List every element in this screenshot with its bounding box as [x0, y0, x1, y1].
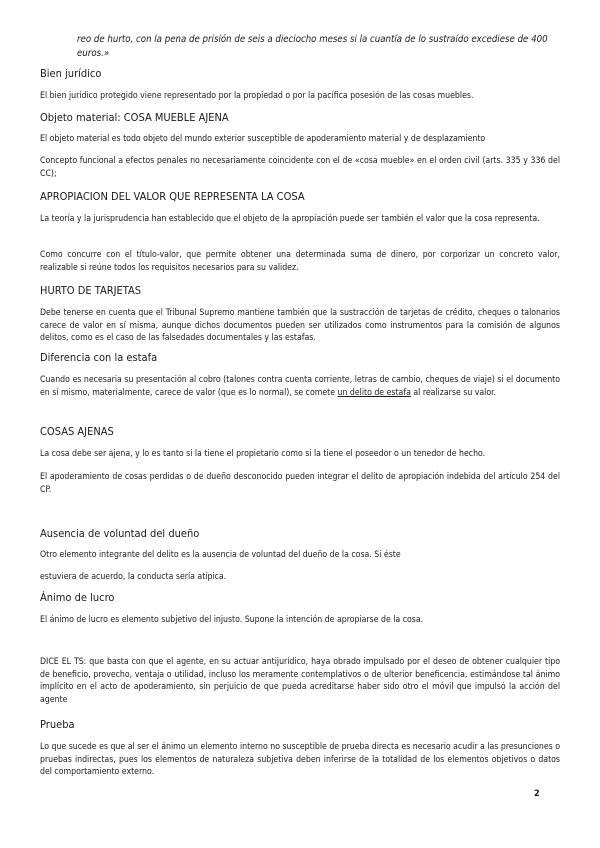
heading-bien-juridico: Bien jurídico	[40, 67, 102, 80]
page-number: 2	[534, 789, 540, 799]
paragraph-diferencia-estafa	[40, 374, 560, 399]
estafa-text-after: al realizarse su valor.	[410, 387, 497, 398]
paragraph-animo-lucro: El ánimo de lucro es elemento subjetivo del injusto. Supone la intención de apropiarse de la cosa.	[40, 615, 424, 625]
paragraph-ausencia-voluntad-2: estuviera de acuerdo, la conducta sería atípica.	[40, 572, 227, 582]
paragraph-apropiacion-2: Como concurre con el título-valor, que permite obtener una determinada suma de dinero, por corporizar un concreto valor, realizable si reúne todos los requisitos necesarios para su validez.	[40, 250, 560, 273]
heading-prueba: Prueba	[40, 718, 75, 731]
heading-hurto-tarjetas: HURTO DE TARJETAS	[40, 284, 141, 297]
heading-animo-lucro: Ánimo de lucro	[40, 591, 115, 604]
heading-objeto-material: Objeto material: COSA MUEBLE AJENA	[40, 111, 229, 124]
estafa-link[interactable]: un delito de estafa	[337, 387, 411, 398]
paragraph-ausencia-voluntad-1: Otro elemento integrante del delito es la ausencia de voluntad del dueño de la cosa. Si éste	[40, 550, 401, 560]
heading-cosas-ajenas: COSAS AJENAS	[40, 425, 114, 438]
paragraph-bien-juridico: El bien jurídico protegido viene representado por la propiedad o por la pacífica posesión de las cosas muebles.	[40, 91, 474, 101]
paragraph-prueba: Lo que sucede es que al ser el ánimo un elemento interno no susceptible de prueba directa es necesario acudir a las presunciones o pruebas indirectas, pues los elementos de naturaleza subjetiva deben inferirse de la totalidad de los elementos objetivos o datos del comportamiento externo.	[40, 742, 560, 777]
paragraph-cosas-ajenas-1: La cosa debe ser ajena, y lo es tanto si la tiene el propietario como si la tiene el poseedor o un tenedor de hecho.	[40, 449, 486, 459]
paragraph-apropiacion-1: La teoría y la jurisprudencia han establecido que el objeto de la apropiación puede ser también el valor que la cosa representa.	[40, 214, 540, 224]
estafa-text-before: Cuando es necesaria su presentación al cobro (talones contra cuenta corriente, letras de cambio, cheques de viaje) si el documento en sí mismo, materialmente, carece de valor (que es lo normal), se comete	[40, 375, 560, 398]
paragraph-dice-el-ts: DICE EL TS: que basta con que el agente, en su actuar antijurídico, haya obrado impulsado por el deseo de obtener cualquier tipo de beneficio, provecho, ventaja o utilidad, incluso los meramente contemplativos o de ulterior beneficencia, estimándose tal ánimo implícito en el acto de apoderamiento, sin perjuicio de que pueda acreditarse haber sido otro el móvil que impulsó la acción del agente	[40, 657, 560, 705]
heading-apropiacion: APROPIACION DEL VALOR QUE REPRESENTA LA COSA	[40, 190, 305, 203]
paragraph-objeto-material-2: Concepto funcional a efectos penales no necesariamente coincidente con el de «cosa mueble» en el orden civil (arts. 335 y 336 del CC);	[40, 156, 560, 179]
quoted-legal-text: reo de hurto, con la pena de prisión de seis a dieciocho meses si la cuantía de lo sustraído excediese de 400 euros.»	[77, 34, 548, 59]
heading-ausencia-voluntad: Ausencia de voluntad del dueño	[40, 527, 200, 540]
paragraph-hurto-tarjetas: Debe tenerse en cuenta que el Tribunal Supremo mantiene también que la sustracción de tarjetas de crédito, cheques o talonarios carece de valor en sí misma, aunque dichos documentos pueden ser utilizados como instrumentos para la comisión de algunos delitos, como es el caso de las falsedades documentales y las estafas.	[40, 308, 560, 343]
paragraph-objeto-material-1: El objeto material es todo objeto del mundo exterior susceptible de apoderamiento material y de desplazamiento	[40, 134, 486, 144]
heading-diferencia-estafa: Diferencia con la estafa	[40, 351, 158, 364]
paragraph-cosas-ajenas-2: El apoderamiento de cosas perdidas o de dueño desconocido pueden integrar el delito de apropiación indebida del artículo 254 del CP.	[40, 472, 560, 495]
